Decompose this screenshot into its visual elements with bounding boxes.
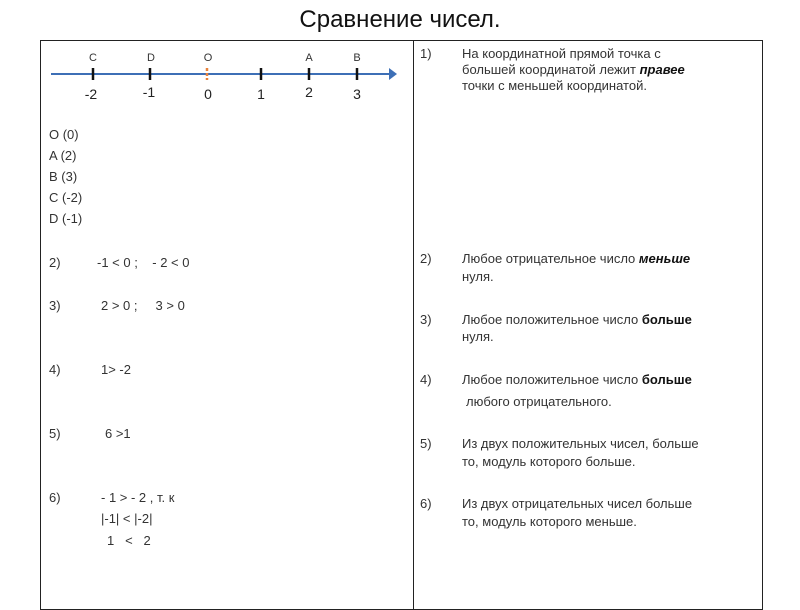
rule-text: любого отрицательного.	[466, 394, 612, 409]
left-item-num: 2)	[49, 255, 61, 270]
rule-num: 2)	[420, 251, 432, 266]
number-line	[41, 41, 413, 103]
rule-num: 5)	[420, 436, 432, 451]
left-item-num: 6)	[49, 490, 61, 505]
rule-num: 1)	[420, 46, 432, 61]
rule-text: то, модуль которого меньше.	[462, 514, 637, 529]
label-a: A	[305, 52, 313, 64]
left-item-text: 2 > 0 ; 3 > 0	[101, 298, 185, 313]
rule-text: нуля.	[462, 329, 494, 344]
label-o: O	[203, 52, 213, 64]
rule-num: 6)	[420, 496, 432, 511]
left-item-text: -1 < 0 ; - 2 < 0	[97, 255, 190, 270]
label-d: D	[147, 52, 155, 64]
rule-text: Любое отрицательное число меньше	[462, 251, 691, 266]
left-item	[49, 255, 190, 271]
rule-text: нуля.	[462, 269, 494, 284]
left-item-text: 6 >1	[105, 426, 131, 441]
rule-text: точки с меньшей координатой.	[462, 78, 647, 93]
point-c: C (-2)	[49, 190, 83, 205]
rule-num: 3)	[420, 312, 432, 327]
column-divider	[413, 41, 414, 609]
left-item	[49, 426, 131, 442]
label-b: B	[353, 52, 361, 64]
rule-text: Любое положительное число больше	[462, 312, 692, 327]
rule-num: 4)	[420, 372, 432, 387]
comparison-table	[40, 40, 763, 610]
left-item-text: - 1 > - 2 , т. к	[101, 490, 175, 505]
left-item	[49, 298, 185, 314]
page-title: Сравнение чисел.	[299, 6, 501, 33]
num-1: 1	[257, 86, 265, 102]
rule-text: Из двух положительных чисел, больше	[462, 436, 699, 451]
rule-text: Любое положительное число больше	[462, 372, 692, 387]
rule-text: Из двух отрицательных чисел больше	[462, 496, 693, 511]
num-0: 0	[204, 86, 212, 102]
left-item-num: 5)	[49, 426, 61, 441]
axis-arrow	[389, 68, 397, 80]
left-item-line3: 1 < 2	[107, 533, 151, 548]
num-3: 3	[353, 86, 361, 102]
rule-text: большей координатой лежит правее	[462, 62, 685, 77]
left-item	[49, 490, 175, 506]
left-item-num: 3)	[49, 298, 61, 313]
left-item-line2: |-1| < |-2|	[101, 511, 153, 526]
point-a: A (2)	[49, 148, 77, 163]
num-minus2: -2	[84, 86, 98, 102]
point-o: O (0)	[49, 127, 79, 142]
label-c: C	[89, 52, 97, 64]
left-item-text: 1> -2	[101, 362, 131, 377]
point-d: D (-1)	[49, 211, 83, 226]
point-b: B (3)	[49, 169, 78, 184]
left-item-num: 4)	[49, 362, 61, 377]
num-2: 2	[305, 84, 313, 100]
left-item	[49, 362, 131, 378]
num-minus1: -1	[142, 84, 156, 100]
rule-text: то, модуль которого больше.	[462, 454, 636, 469]
rule-text: На координатной прямой точка с	[462, 46, 661, 61]
